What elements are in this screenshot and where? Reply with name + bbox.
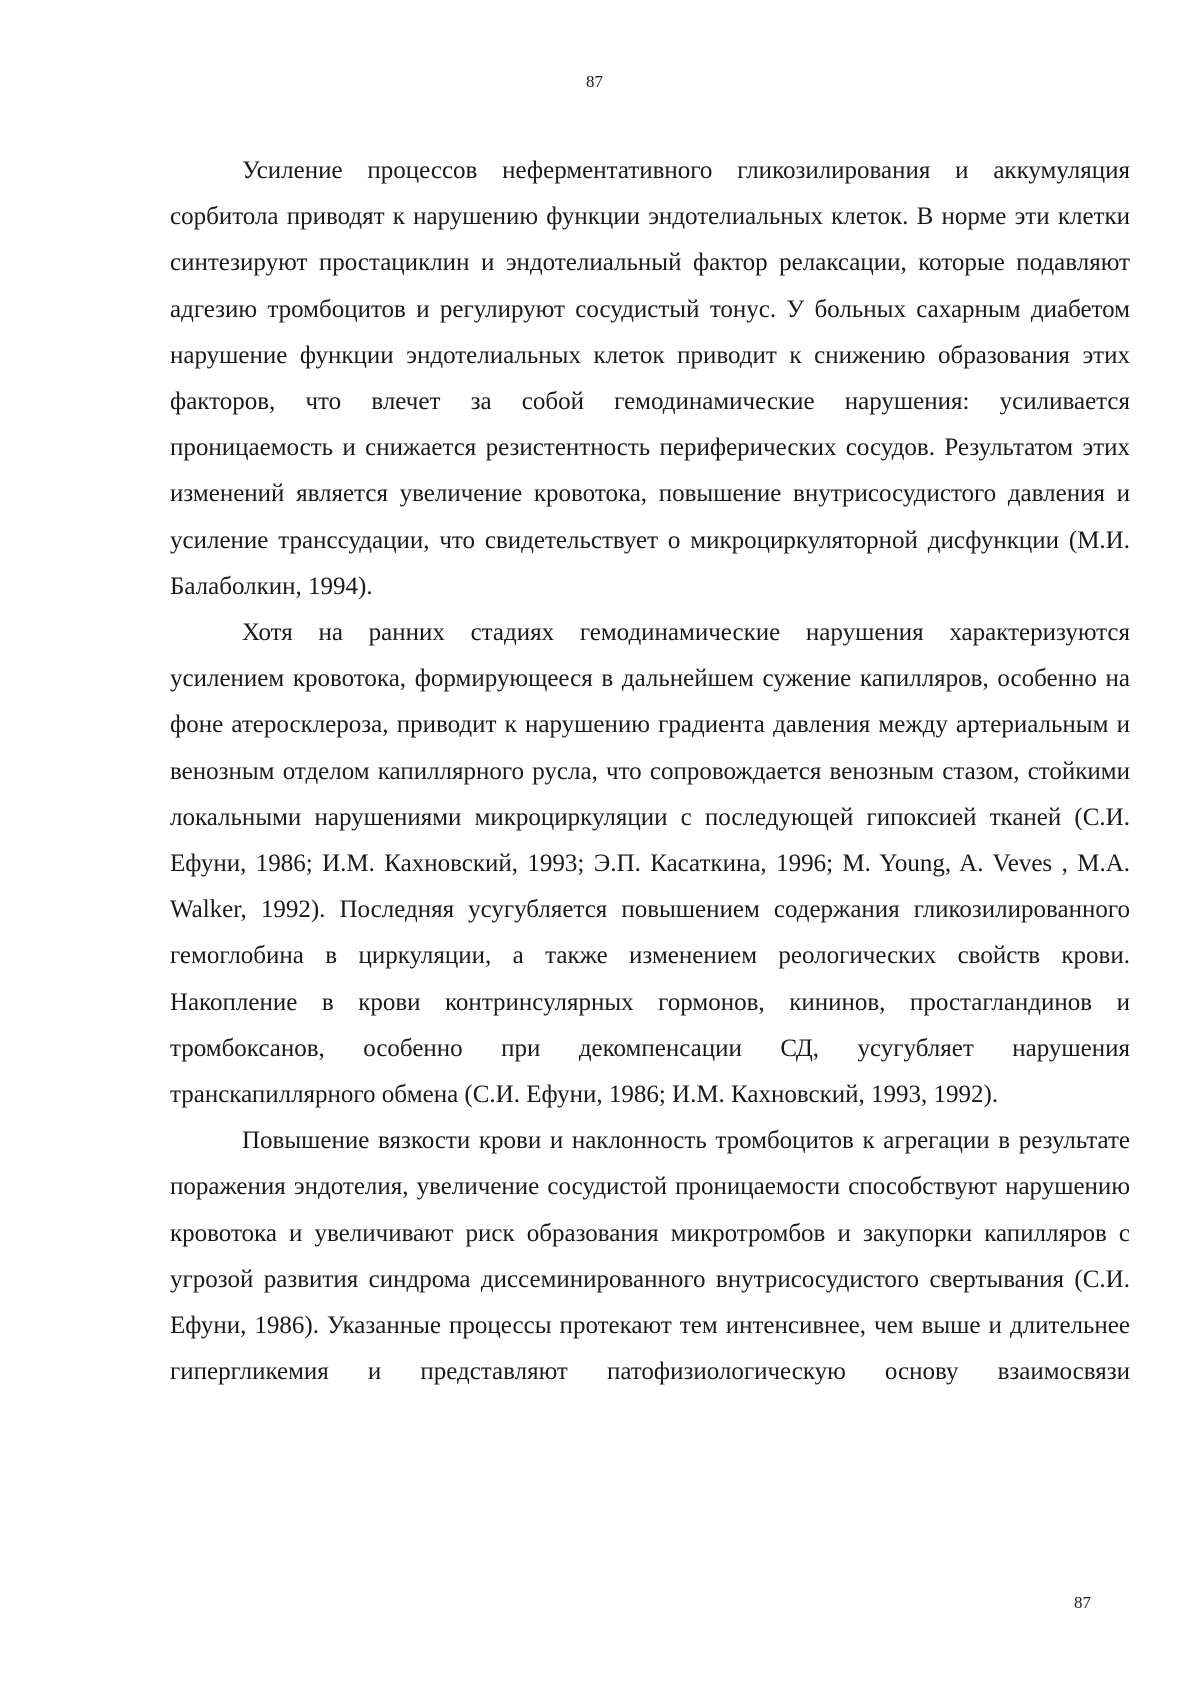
paragraph-1: Усиление процессов неферментативного гликозилирования и аккумуляция сорбитола приводят к нарушению функции эндотелиальных клеток. В норме эти клетки синтезируют простациклин и эндотелиальный фактор релаксации, которые подавляют адгезию тромбоцитов и регулируют сосудистый тонус. У больных сахарным диабетом нарушение функции эндотелиальных клеток приводит к снижению образования этих факторов, что влечет за собой гемодинамические нарушения: усиливается проницаемость и снижается резистентность периферических сосудов. Результатом этих изменений является увеличение кровотока, повышение внутрисосудистого давления и усиление транссудации, что свидетельствует о микроциркуляторной дисфункции (М.И. Балаболкин, 1994). <box>170 157 1130 600</box>
paragraph-3: Повышение вязкости крови и наклонность тромбоцитов к агрегации в результате поражения эндотелия, увеличение сосудистой проницаемости способствуют нарушению кровотока и увеличивают риск образования микротромбов и закупорки капилляров с угрозой развития синдрома диссеминированного внутрисосудистого свертывания (С.И. Ефуни, 1986). Указанные процессы протекают тем интенсивнее, чем выше и длительнее гипергликемия и представляют патофизиологическую основу взаимосвязи <box>170 1127 1130 1386</box>
page-number-bottom: 87 <box>1074 1593 1091 1612</box>
paragraph-2: Хотя на ранних стадиях гемодинамические нарушения характеризуются усилением кровотока, формирующееся в дальнейшем сужение капилляров, особенно на фоне атеросклероза, приводит к нарушению градиента давления между артериальным и венозным отделом капиллярного русла, что сопровождается венозным стазом, стойкими локальными нарушениями микроциркуляции с последующей гипоксией тканей (С.И. Ефуни, 1986; И.М. Кахновский, 1993; Э.П. Касаткина, 1996; M. Young, A. Veves , M.A. Walker, 1992). Последняя усугубляется повышением содержания гликозилированного гемоглобина в циркуляции, а также изменением реологических свойств крови. Накопление в крови контринсулярных гормонов, кининов, простагландинов и тромбоксанов, особенно при декомпенсации СД, усугубляет нарушения транскапиллярного обмена (С.И. Ефуни, 1986; И.М. Кахновский, 1993, 1992). <box>170 619 1130 1109</box>
document-body <box>170 148 1130 1395</box>
page-number-top: 87 <box>586 72 603 91</box>
